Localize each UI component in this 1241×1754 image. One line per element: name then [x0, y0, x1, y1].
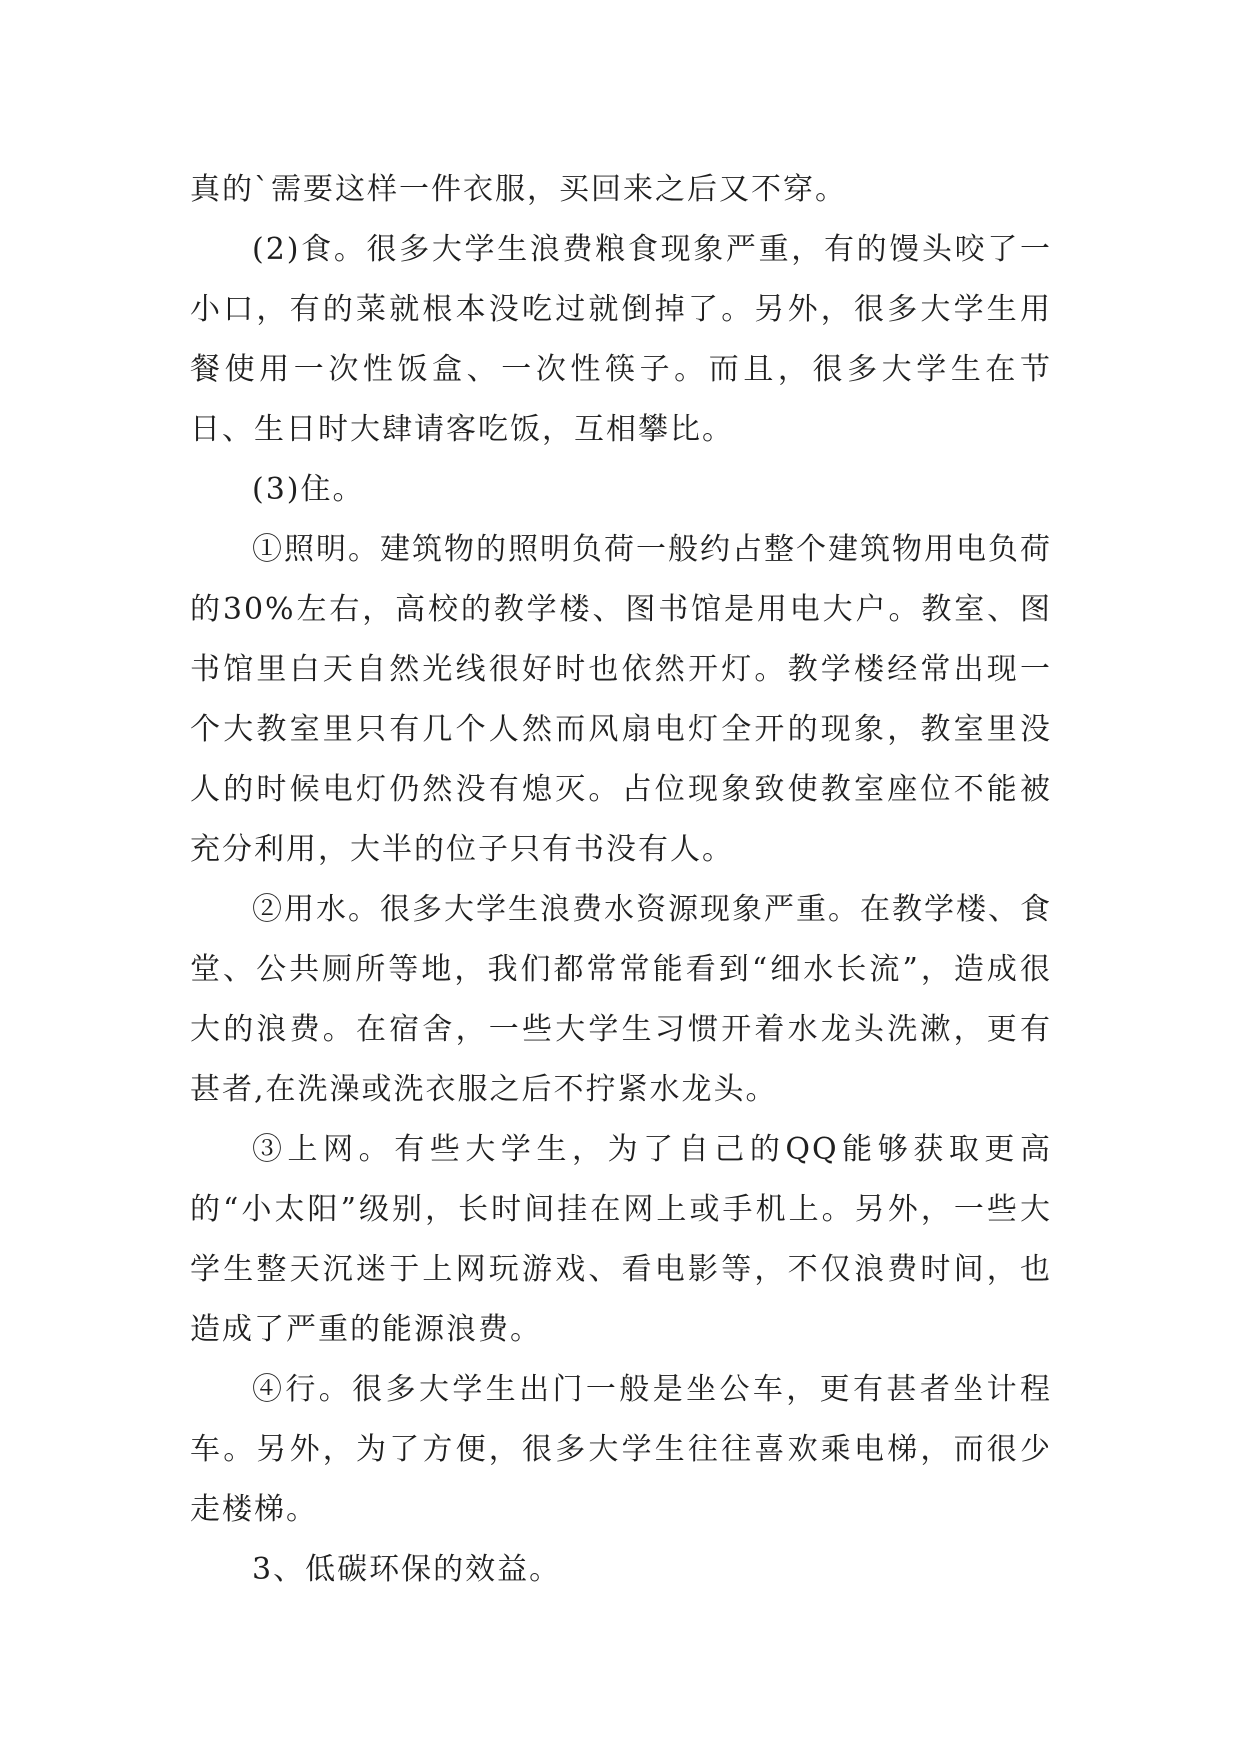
paragraph-lighting: ①照明。建筑物的照明负荷一般约占整个建筑物用电负荷的30%左右，高校的教学楼、图书馆是用电大户。教室、图书馆里白天自然光线很好时也依然开灯。教学楼经常出现一个大教室里只有几个人然而风扇电灯全开的现象，教室里没人的时候电灯仍然没有熄灭。占位现象致使教室座位不能被充分利用，大半的位子只有书没有人。 — [190, 532, 1052, 867]
paragraph-housing-heading: (3)住。 — [252, 472, 365, 507]
paragraph-clothing-end: 真的`需要这样一件衣服，买回来之后又不穿。 — [190, 172, 847, 207]
paragraph-food: (2)食。很多大学生浪费粮食现象严重，有的馒头咬了一小口，有的菜就根本没吃过就倒掉了。另外，很多大学生用餐使用一次性饭盒、一次性筷子。而且，很多大学生在节日、生日时大肆请客吃饭，互相攀比。 — [190, 232, 1052, 447]
document-body — [190, 160, 1052, 1600]
paragraph-transport: ④行。很多大学生出门一般是坐公车，更有甚者坐计程车。另外，为了方便，很多大学生往往喜欢乘电梯，而很少走楼梯。 — [190, 1372, 1052, 1527]
paragraph-water: ②用水。很多大学生浪费水资源现象严重。在教学楼、食堂、公共厕所等地，我们都常常能看到“细水长流”，造成很大的浪费。在宿舍，一些大学生习惯开着水龙头洗漱，更有甚者,在洗澡或洗衣服之后不拧紧水龙头。 — [190, 892, 1052, 1107]
paragraph-internet: ③上网。有些大学生，为了自己的QQ能够获取更高的“小太阳”级别，长时间挂在网上或手机上。另外，一些大学生整天沉迷于上网玩游戏、看电影等，不仅浪费时间，也造成了严重的能源浪费。 — [190, 1132, 1052, 1347]
paragraph-benefits-heading: 3、低碳环保的效益。 — [252, 1552, 562, 1587]
